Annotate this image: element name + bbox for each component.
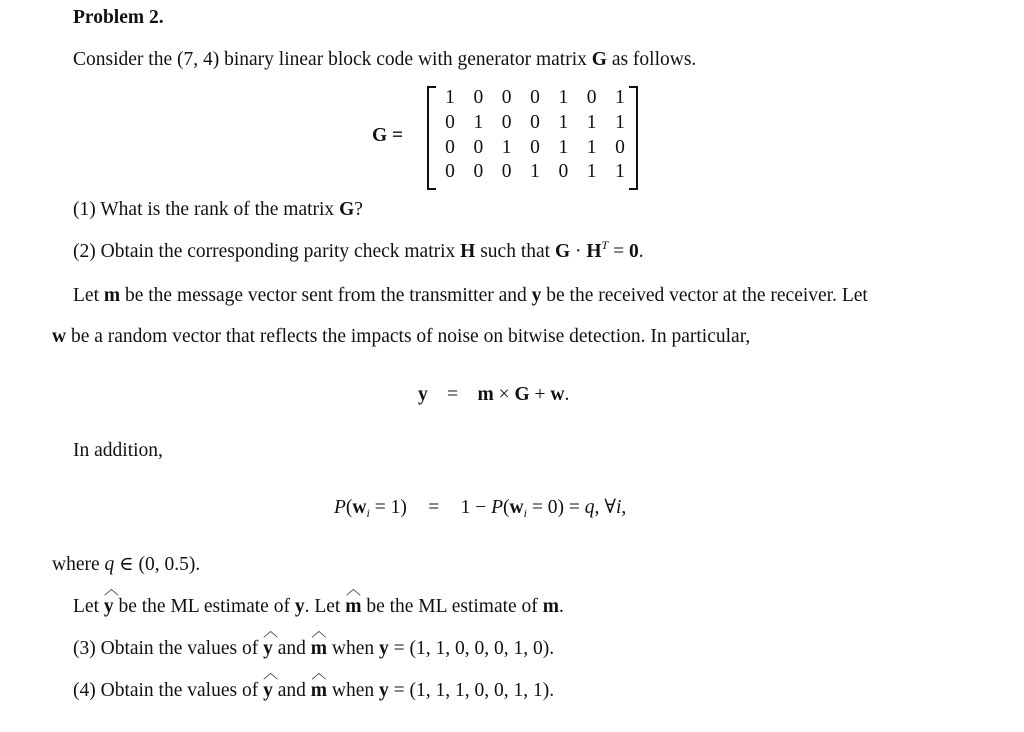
- question-2: (2) Obtain the corresponding parity check matrix H such that $G \cdot H^T = 0$.: [73, 238, 644, 262]
- intro-sentence: Consider the (7, 4) binary linear block code with generator matrix G as follows.: [73, 49, 697, 70]
- matrix-cell: 1: [615, 161, 625, 182]
- in-addition: In addition,: [73, 440, 163, 461]
- matrix-cell: 0: [530, 137, 540, 158]
- ml-estimate-sentence: Let ︿ y be the ML estimate of y. Let ︿ m be the ML estimate of m.: [73, 582, 564, 617]
- question-1: (1) What is the rank of the matrix G?: [73, 199, 363, 220]
- matrix-cell: 0: [445, 161, 455, 182]
- y-hat: ︿ y: [263, 624, 279, 659]
- matrix-cell: 1: [501, 137, 512, 158]
- matrix-cell: 0: [501, 161, 512, 182]
- matrix-cell: 1: [445, 87, 455, 108]
- matrix-cell: 1: [615, 87, 625, 108]
- matrix-cell: 1: [586, 137, 597, 158]
- equation-noise-probability: $P(w_i = 1) = 1 - P(w_i = 0) = q$, ∀i,: [334, 497, 627, 520]
- matrix-cell: 1: [586, 112, 597, 133]
- matrix-cell: 0: [445, 112, 455, 133]
- m-hat: ︿ m: [310, 666, 327, 701]
- matrix-cell: 1: [558, 87, 569, 108]
- matrix-cell: 0: [473, 87, 484, 108]
- matrix-cell: 1: [586, 161, 597, 182]
- paragraph-message: Let m be the message vector sent from the transmitter and y be the received vector at the receiver. Let: [73, 285, 868, 306]
- matrix-cell: 0: [558, 161, 569, 182]
- matrix-row: [439, 137, 631, 159]
- matrix-cell: 1: [473, 112, 484, 133]
- y-hat: ︿ y: [103, 582, 119, 617]
- matrix-row: [439, 87, 631, 109]
- matrix-cell: 0: [530, 87, 540, 108]
- matrix-left-bracket: [427, 86, 436, 190]
- matrix-cell: 0: [586, 87, 597, 108]
- matrix-cell: 1: [530, 161, 540, 182]
- matrix-cell: 1: [558, 112, 569, 133]
- matrix-cell: 0: [501, 112, 512, 133]
- matrix-cell: 0: [530, 112, 540, 133]
- matrix-label: G =: [372, 125, 404, 146]
- matrix-cell: 0: [501, 87, 512, 108]
- paragraph-noise: w be a random vector that reflects the impacts of noise on bitwise detection. In particular,: [52, 326, 751, 347]
- code-params: (7, 4): [176, 49, 220, 70]
- m-hat: ︿ m: [310, 624, 327, 659]
- m-hat: ︿ m: [345, 582, 362, 617]
- question-3: (3) Obtain the values of ︿ y and ︿ m when y = (1, 1, 0, 0, 0, 1, 0).: [73, 624, 555, 659]
- question-4: (4) Obtain the values of ︿ y and ︿ m when y = (1, 1, 1, 0, 0, 1, 1).: [73, 666, 555, 701]
- where-clause: where q ∈ (0, 0.5).: [52, 554, 201, 575]
- y-hat: ︿ y: [263, 666, 279, 701]
- equation-received: y = m × G + w.: [418, 384, 570, 405]
- matrix-row: [439, 112, 631, 134]
- matrix-cell: 1: [615, 112, 625, 133]
- generator-matrix: [427, 86, 638, 188]
- generator-symbol: G: [591, 49, 607, 70]
- matrix-cell: 0: [445, 137, 455, 158]
- matrix-cell: 1: [558, 137, 569, 158]
- problem-title: Problem 2.: [73, 7, 164, 28]
- matrix-row: [439, 161, 631, 183]
- matrix-cell: 0: [473, 137, 484, 158]
- matrix-cell: 0: [473, 161, 484, 182]
- matrix-cell: 0: [615, 137, 625, 158]
